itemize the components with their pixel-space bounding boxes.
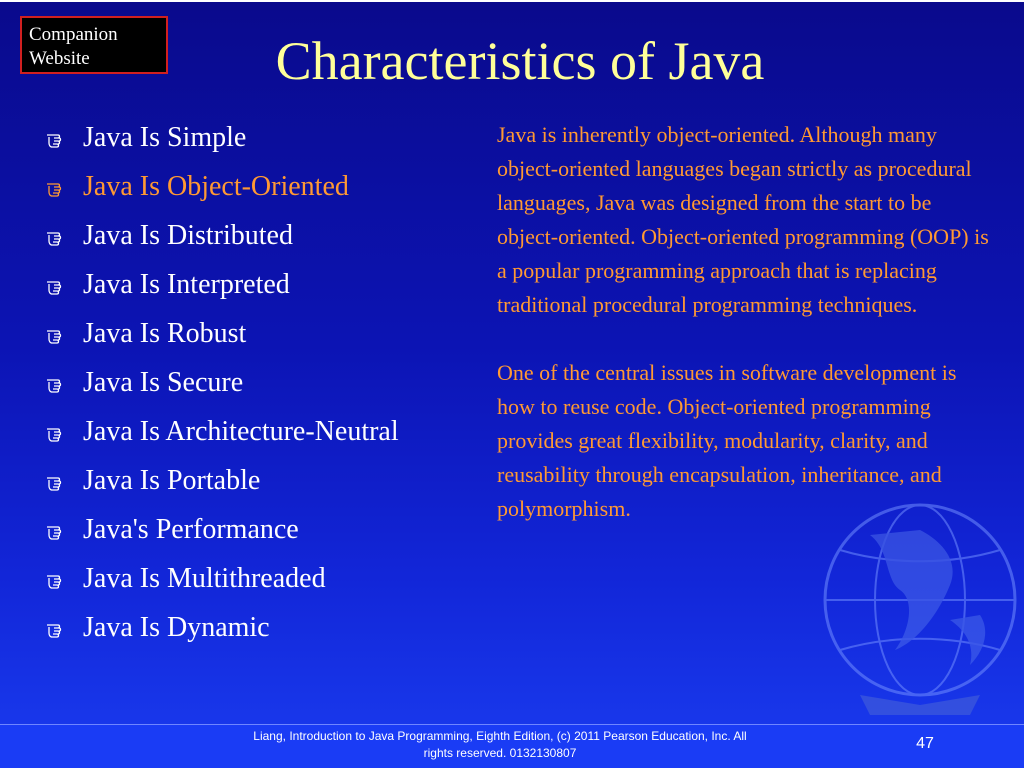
top-border (0, 0, 1024, 2)
pointing-hand-icon (46, 373, 68, 393)
pointing-hand-icon (46, 471, 68, 491)
companion-badge-line1: Companion (29, 24, 118, 45)
companion-badge-line2: Website (29, 48, 90, 69)
pointing-hand-icon (46, 618, 68, 638)
bullet-item (46, 606, 399, 655)
bullet-label: Java Is Object-Oriented (83, 171, 349, 202)
pointing-hand-icon (46, 422, 68, 442)
description-paragraph-1: Java is inherently object-oriented. Although many object-oriented languages began strictly as procedural languages, Java was designed from the start to be object-oriented. Object-oriented programming (OOP) is a popular programming approach that is replacing traditional procedural programming techniques. (497, 122, 989, 317)
footer-line-2: rights reserved. 0132130807 (423, 746, 577, 760)
pointing-hand-icon (46, 177, 68, 197)
slide-title: Characteristics of Java (275, 31, 765, 91)
characteristics-list (46, 116, 399, 655)
bullet-item (46, 557, 399, 606)
bullet-item (46, 361, 399, 410)
globe-icon (800, 490, 1024, 730)
bullet-label: Java Is Secure (83, 367, 244, 398)
bullet-label: Java's Performance (83, 514, 299, 545)
pointing-hand-icon (46, 324, 68, 344)
footer-line-1: Liang, Introduction to Java Programming, Eighth Edition, (c) 2011 Pearson Education, Inc. All (253, 729, 747, 743)
bullet-item (46, 165, 399, 214)
bullet-label: Java Is Robust (83, 318, 247, 349)
page-number: 47 (916, 735, 934, 752)
footer-citation (190, 728, 810, 762)
bullet-label: Java Is Architecture-Neutral (83, 416, 399, 447)
bullet-item (46, 116, 399, 165)
bullet-item (46, 263, 399, 312)
bullet-label: Java Is Interpreted (83, 269, 290, 300)
bullet-item (46, 312, 399, 361)
pointing-hand-icon (46, 128, 68, 148)
bullet-label: Java Is Dynamic (83, 612, 270, 643)
footer-bar (0, 724, 1024, 768)
pointing-hand-icon (46, 520, 68, 540)
bullet-item (46, 410, 399, 459)
bullet-label: Java Is Distributed (83, 220, 293, 251)
pointing-hand-icon (46, 569, 68, 589)
description-paragraph-2: One of the central issues in software development is how to reuse code. Object-oriented programming provides great flexibility, modularity, clarity, and reusability through encapsulation, inheritance, and polymorphism. (497, 360, 957, 521)
pointing-hand-icon (46, 226, 68, 246)
pointing-hand-icon (46, 275, 68, 295)
bullet-label: Java Is Portable (83, 465, 261, 496)
bullet-item (46, 214, 399, 263)
bullet-item (46, 508, 399, 557)
bullet-label: Java Is Simple (83, 122, 247, 153)
bullet-label: Java Is Multithreaded (83, 563, 326, 594)
bullet-item (46, 459, 399, 508)
